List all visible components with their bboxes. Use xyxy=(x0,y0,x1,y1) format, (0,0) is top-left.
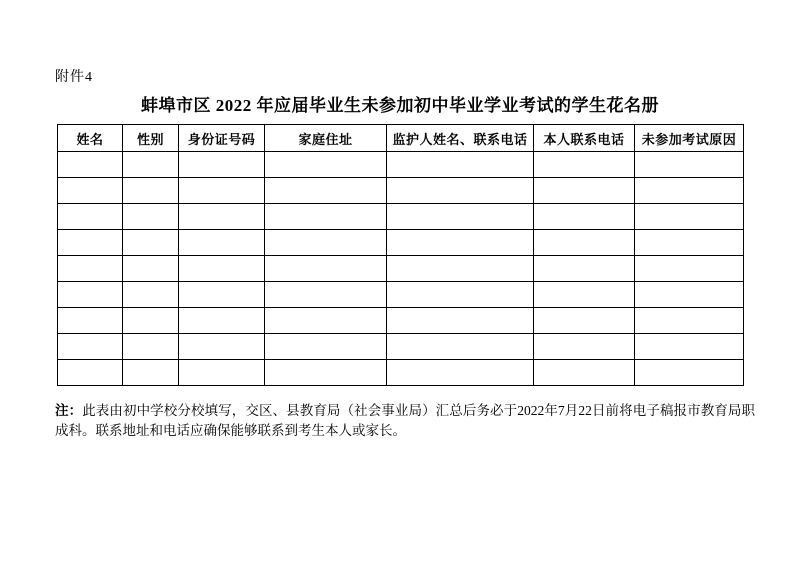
table-cell xyxy=(387,256,534,282)
table-row xyxy=(58,334,744,360)
column-header-personal-phone: 本人联系电话 xyxy=(534,125,635,152)
note-text: 此表由初中学校分校填写，交区、县教育局（社会事业局）汇总后务必于2022年7月22日前将电子稿报市教育局职成科。联系地址和电话应确保能够联系到考生本人或家长。 xyxy=(55,403,756,438)
table-cell xyxy=(58,282,123,308)
table-cell xyxy=(179,152,265,178)
table-row xyxy=(58,204,744,230)
table-cell xyxy=(387,308,534,334)
column-header-id-number: 身份证号码 xyxy=(179,125,265,152)
table-cell xyxy=(635,308,744,334)
table-cell xyxy=(387,230,534,256)
table-cell xyxy=(387,178,534,204)
table-cell xyxy=(179,308,265,334)
table-cell xyxy=(265,204,387,230)
table-cell xyxy=(58,334,123,360)
column-header-gender: 性别 xyxy=(123,125,179,152)
table-cell xyxy=(123,360,179,386)
table-cell xyxy=(265,308,387,334)
table-row xyxy=(58,178,744,204)
table-cell xyxy=(387,204,534,230)
table-cell xyxy=(635,152,744,178)
column-header-guardian-contact: 监护人姓名、联系电话 xyxy=(387,125,534,152)
table-cell xyxy=(265,230,387,256)
table-cell xyxy=(265,152,387,178)
table-cell xyxy=(534,204,635,230)
table-cell xyxy=(534,256,635,282)
table-cell xyxy=(534,360,635,386)
note-label: 注： xyxy=(55,403,83,418)
roster-table-body xyxy=(58,152,744,386)
table-cell xyxy=(265,178,387,204)
table-cell xyxy=(179,178,265,204)
table-cell xyxy=(58,152,123,178)
table-cell xyxy=(179,230,265,256)
table-cell xyxy=(534,282,635,308)
table-cell xyxy=(123,308,179,334)
table-cell xyxy=(179,282,265,308)
table-cell xyxy=(123,256,179,282)
table-cell xyxy=(635,334,744,360)
table-cell xyxy=(387,360,534,386)
column-header-home-address: 家庭住址 xyxy=(265,125,387,152)
table-cell xyxy=(387,282,534,308)
table-cell xyxy=(58,256,123,282)
table-row xyxy=(58,282,744,308)
table-cell xyxy=(58,360,123,386)
table-cell xyxy=(123,204,179,230)
column-header-name: 姓名 xyxy=(58,125,123,152)
table-row xyxy=(58,256,744,282)
note-paragraph xyxy=(55,401,755,441)
table-cell xyxy=(635,360,744,386)
table-cell xyxy=(179,334,265,360)
roster-table xyxy=(57,124,744,386)
table-cell xyxy=(635,204,744,230)
attachment-label: 附件4 xyxy=(55,70,93,85)
table-cell xyxy=(534,152,635,178)
table-cell xyxy=(635,178,744,204)
table-cell xyxy=(123,178,179,204)
table-cell xyxy=(58,204,123,230)
table-cell xyxy=(635,256,744,282)
table-row xyxy=(58,152,744,178)
table-cell xyxy=(123,152,179,178)
table-cell xyxy=(123,334,179,360)
table-cell xyxy=(635,230,744,256)
table-cell xyxy=(387,334,534,360)
table-cell xyxy=(58,178,123,204)
table-cell xyxy=(265,360,387,386)
table-cell xyxy=(534,334,635,360)
table-cell xyxy=(123,282,179,308)
table-cell xyxy=(179,360,265,386)
table-row xyxy=(58,308,744,334)
column-header-absence-reason: 未参加考试原因 xyxy=(635,125,744,152)
table-cell xyxy=(635,282,744,308)
table-cell xyxy=(58,230,123,256)
table-cell xyxy=(265,334,387,360)
roster-table-header xyxy=(58,125,744,152)
header-row xyxy=(58,125,744,152)
table-cell xyxy=(58,308,123,334)
table-cell xyxy=(534,230,635,256)
table-cell xyxy=(179,256,265,282)
table-cell xyxy=(387,152,534,178)
table-row xyxy=(58,230,744,256)
table-cell xyxy=(179,204,265,230)
table-cell xyxy=(534,178,635,204)
page-title: 蚌埠市区 2022 年应届毕业生未参加初中毕业学业考试的学生花名册 xyxy=(141,96,659,115)
table-cell xyxy=(265,256,387,282)
table-row xyxy=(58,360,744,386)
table-cell xyxy=(265,282,387,308)
table-cell xyxy=(534,308,635,334)
table-cell xyxy=(123,230,179,256)
